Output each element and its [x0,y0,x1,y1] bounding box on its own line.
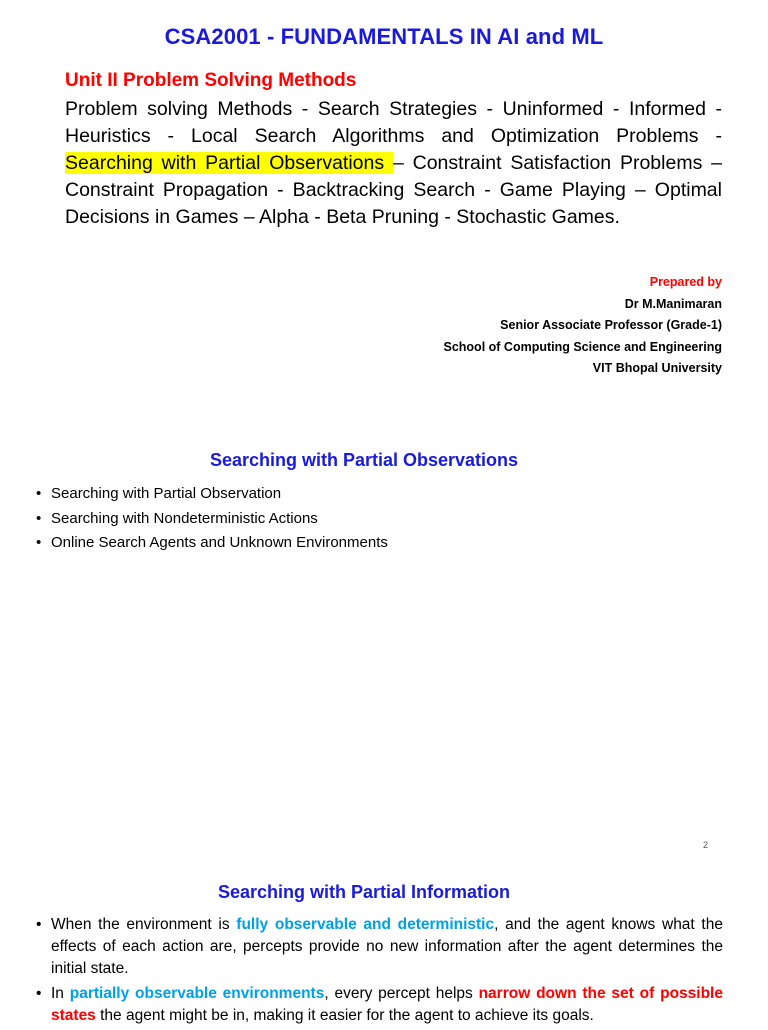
list-item [36,507,388,532]
list-item-text: Searching with Partial Observation [51,485,282,502]
slide-heading: Searching with Partial Information [217,882,511,902]
author-name: Dr M.Manimaran [624,296,722,311]
content-slide [0,862,768,1024]
list-item [36,531,388,556]
syllabus-before: Problem solving Methods - Search Strategies - Uninformed - Informed - Heuristics - Local Search Algorithms and Optimization Problems - [65,98,722,147]
slide-heading: Searching with Partial Observations [209,450,519,470]
list-item [36,983,723,1027]
para-emphasis-red: narrow down the set of possible states [51,985,723,1024]
para-emphasis: partially observable environments [69,985,325,1002]
author-school: School of Computing Science and Engineering [443,339,722,354]
bullet-icon: • [36,985,42,1002]
para-text: , and the agent knows what the effects of each action are, percepts provide no new information after the agent determines the initial state. [51,916,723,977]
para-text: When the environment is [51,916,237,933]
bullet-icon: • [36,509,42,527]
author-designation: Senior Associate Professor (Grade-1) [500,318,722,332]
bullet-icon: • [36,485,42,502]
para-text: the agent might be in, making it easier for the agent to achieve its goals. [95,1007,594,1024]
para-emphasis: fully observable and deterministic [236,916,495,933]
list-item [36,914,723,980]
bullet-icon: • [36,534,42,551]
unit-heading: Unit II Problem Solving Methods [65,70,357,91]
para-text: , every percept helps [324,985,479,1002]
list-item-text: Searching with Nondeterministic Actions [51,509,318,527]
bullet-icon: • [36,916,42,933]
list-item-text: Online Search Agents and Unknown Environments [51,534,388,551]
title-slide [0,0,768,420]
course-title: CSA2001 - FUNDAMENTALS IN AI and ML [164,24,604,49]
prepared-by-block [444,272,723,380]
syllabus-highlight: Searching with Partial Observations [65,152,393,174]
list-item [36,482,388,507]
para-text: In [51,985,70,1002]
author-university: VIT Bhopal University [592,361,722,375]
slide-number: 2 [703,840,709,850]
bullet-list [36,482,388,556]
syllabus-after: – Constraint Satisfaction Problems – Constraint Propagation - Backtracking Search - Game Playing – Optimal Decisions in Games – Alpha - Beta Pruning - Stochastic Games. [65,152,722,228]
prepared-by-label: Prepared by [649,275,722,289]
outline-slide [0,430,768,860]
paragraph-list [36,914,723,1030]
syllabus-text [65,96,722,231]
